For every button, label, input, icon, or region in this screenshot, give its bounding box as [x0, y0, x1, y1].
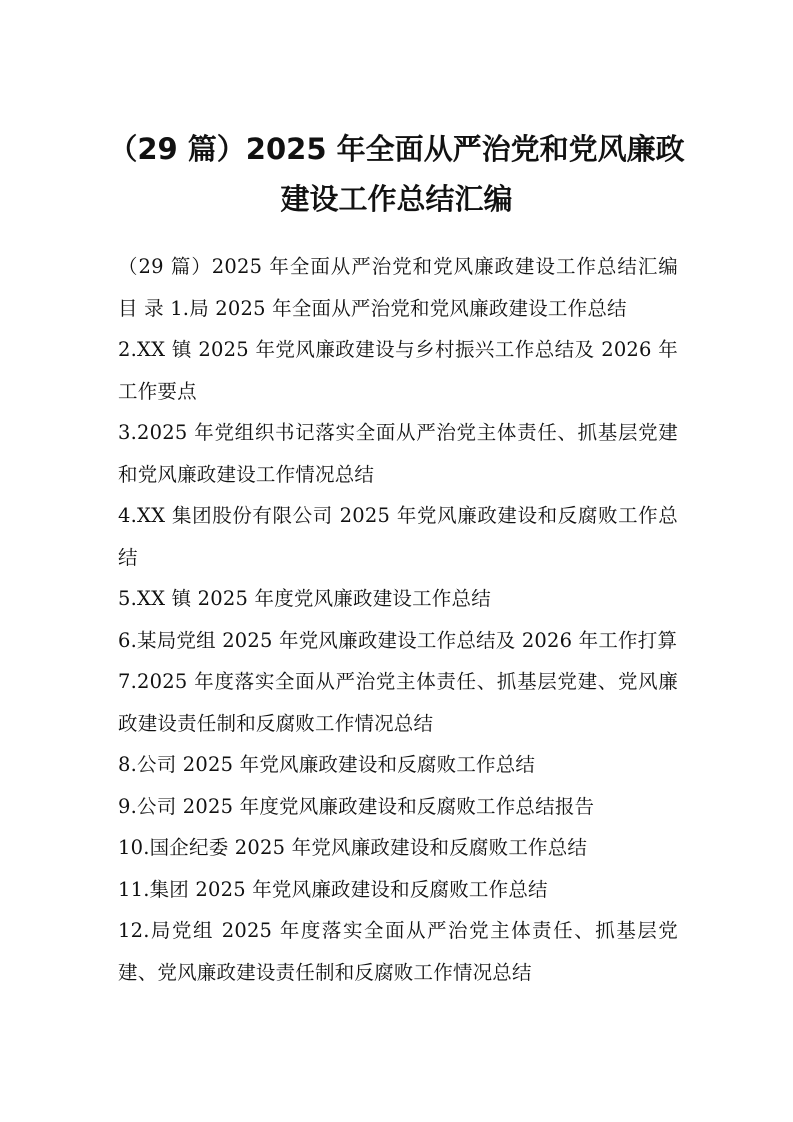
- toc-item: 12.局党组 2025 年度落实全面从严治党主体责任、抓基层党建、党风廉政建设责任制和反腐败工作情况总结: [118, 919, 678, 984]
- title-line-1: （29 篇）2025 年全面从严治党和党风廉政: [108, 132, 685, 166]
- document-title: [90, 124, 703, 224]
- intro-paragraph: （29 篇）2025 年全面从严治党和党风廉政建设工作总结汇编目 录 1.局 2025 年全面从严治党和党风廉政建设工作总结: [118, 255, 678, 320]
- toc-item: 7.2025 年度落实全面从严治党主体责任、抓基层党建、党风廉政建设责任制和反腐败工作情况总结: [118, 670, 678, 735]
- toc-item: 10.国企纪委 2025 年党风廉政建设和反腐败工作总结: [118, 836, 588, 859]
- toc-item: 4.XX 集团股份有限公司 2025 年党风廉政建设和反腐败工作总结: [118, 504, 678, 569]
- toc-item: 3.2025 年党组织书记落实全面从严治党主体责任、抓基层党建和党风廉政建设工作情况总结: [118, 421, 678, 486]
- title-line-2: 建设工作总结汇编: [280, 182, 513, 216]
- toc-item: 8.公司 2025 年党风廉政建设和反腐败工作总结: [118, 753, 536, 776]
- toc-item: 2.XX 镇 2025 年党风廉政建设与乡村振兴工作总结及 2026 年工作要点: [118, 338, 678, 403]
- toc-item: 5.XX 镇 2025 年度党风廉政建设工作总结: [118, 587, 491, 610]
- document-body: [118, 246, 678, 993]
- toc-item: 6.某局党组 2025 年党风廉政建设工作总结及 2026 年工作打算: [118, 628, 678, 652]
- toc-item: 9.公司 2025 年度党风廉政建设和反腐败工作总结报告: [118, 794, 595, 818]
- toc-item: 11.集团 2025 年党风廉政建设和反腐败工作总结: [118, 877, 548, 901]
